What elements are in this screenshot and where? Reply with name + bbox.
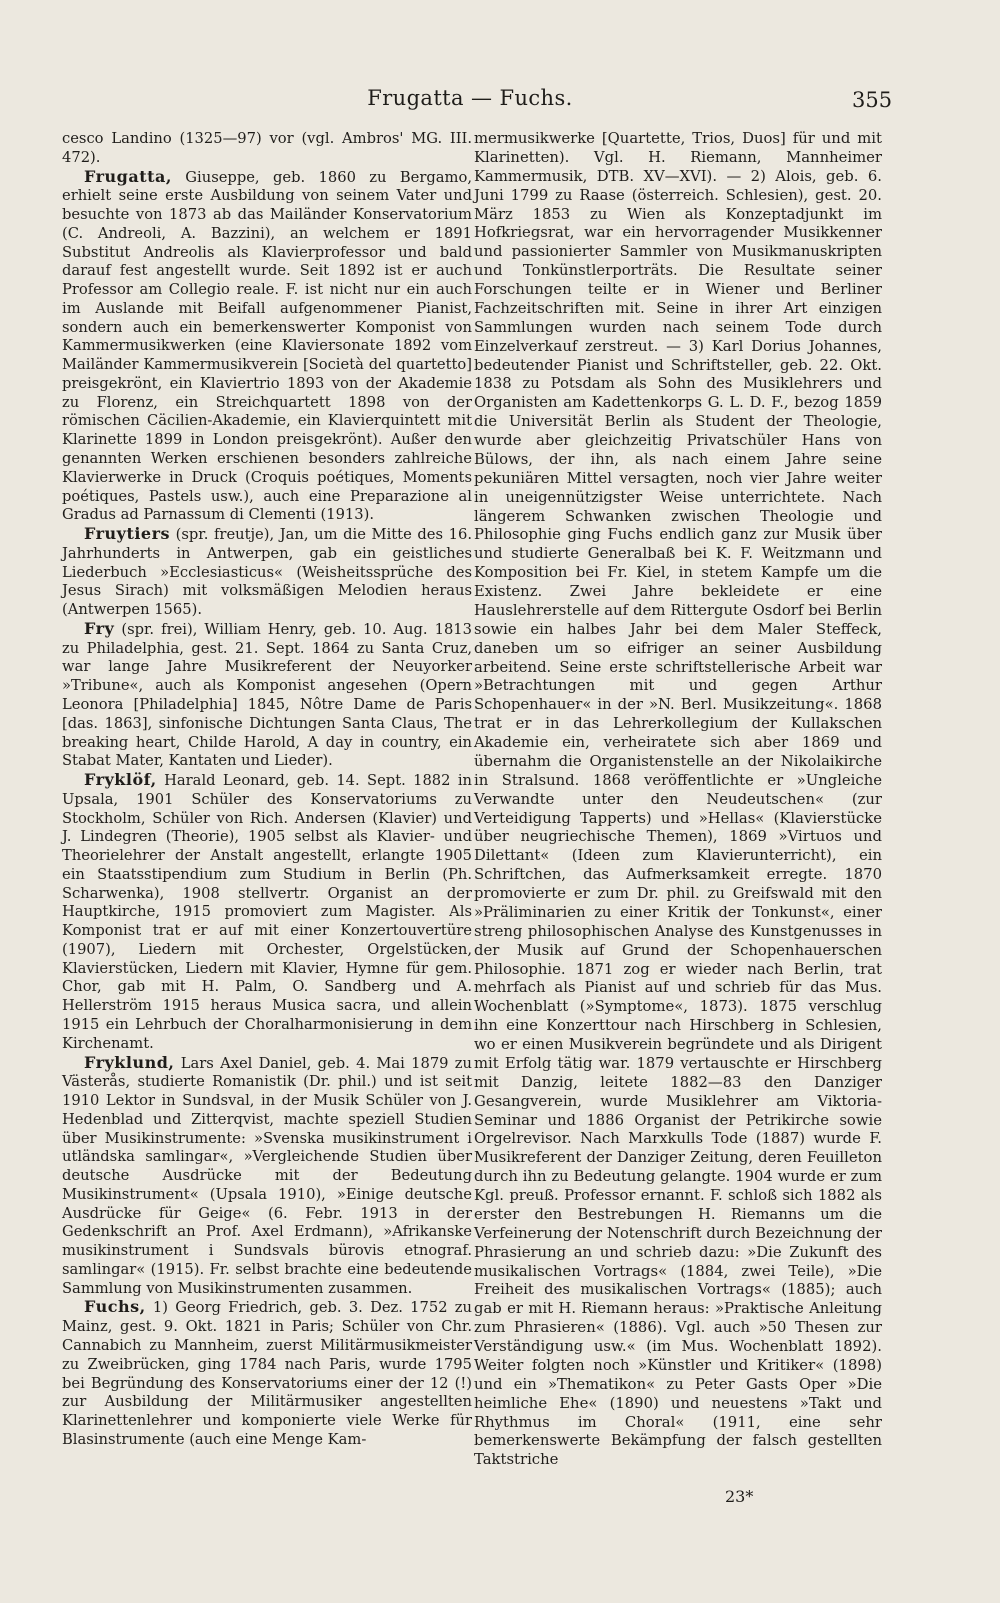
entry-text: (spr. freutje), Jan, um die Mitte des 16. Jahrhunderts in Antwerpen, gab ein geistliches Liederbuch »Ecclesiasticus« (Weisheitssprüche des Jesus Sirach) mit volksmäßigen Melodien heraus (Antwerpen 1565).	[62, 526, 472, 619]
entry-frykloef	[62, 771, 472, 1053]
headword: Fry	[84, 618, 115, 638]
entry-fruytiers	[62, 525, 472, 620]
entry-text: mermusikwerke [Quartette, Trios, Duos] für und mit Klarinetten). Vgl. H. Riemann, Mannheimer Kammermusik, DTB. XV—XVI). — 2) Alois, geb. 6. Juni 1799 zu Raase (österreich. Schlesien), gest. 20. März 1853 zu Wien als Konzeptadjunkt im Hofkriegsrat, war ein hervorragender Musikkenner und passionierter Sammler von Musikmanuskripten und Tonkünstlerporträts. Die Resultate seiner Forschungen teilte er in Wiener und Berliner Fachzeitschriften mit. Seine in ihrer Art einzigen Sammlungen wurden nach seinem Tode durch Einzelverkauf zerstreut. — 3) Karl Dorius Johannes, bedeutender Pianist und Schriftsteller, geb. 22. Okt. 1838 zu Potsdam als Sohn des Musiklehrers und Organisten am Kadettenkorps G. L. D. F., bezog 1859 die Universität Berlin als Student der Theologie, wurde aber gleichzeitig Privatschüler Hans von Bülows, der ihn, als nach einem Jahre seine pekuniären Mittel versagten, noch vier Jahre weiter in uneigennützigster Weise unterrichtete. Nach längerem Schwanken zwischen Theologie und Philosophie ging Fuchs endlich ganz zur Musik über und studierte Generalbaß bei K. F. Weitzmann und Komposition bei Fr. Kiel, in stetem Kampfe um die Existenz. Zwei Jahre bekleidete er eine Hauslehrerstelle auf dem Rittergute Osdorf bei Berlin sowie ein halbes Jahr bei dem Maler Steffeck, daneben um so eifriger an seiner Ausbildung arbeitend. Seine erste schriftstellerische Arbeit war »Betrachtungen mit und gegen Arthur Schopenhauer« in der »N. Berl. Musikzeitung«. 1868 trat er in das Lehrerkollegium der Kullakschen Akademie ein, verheiratete sich aber 1869 und übernahm die Organistenstelle an der Nikolaikirche in Stralsund. 1868 veröffentlichte er »Ungleiche Verwandte unter den Neudeutschen« (zur Verteidigung Tapperts) und »Hellas« (Klavierstücke über neugriechische Themen), 1869 »Virtuos und Dilettant« (Ideen zum Klavierunterricht), ein Schriftchen, das Aufmerksamkeit erregte. 1870 promovierte er zum Dr. phil. zu Greifswald mit den »Präliminarien zu einer Kritik der Tonkunst«, einer streng philosophischen Analyse des Kunstgenusses in der Musik auf Grund der Schopenhauerschen Philosophie. 1871 zog er wieder nach Berlin, trat mehrfach als Pianist auf und schrieb für das Mus. Wochenblatt (»Symptome«, 1873). 1875 verschlug ihn eine Konzerttour nach Hirschberg in Schlesien, wo er einen Musikverein begründete und als Dirigent mit Erfolg tätig war. 1879 vertauschte er Hirschberg mit Danzig, leitete 1882—83 den Danziger Gesangverein, wurde Musiklehrer am Viktoria-Seminar und 1886 Organist der Petrikirche sowie Orgelrevisor. Nach Marxkulls Tode (1887) wurde F. Musikreferent der Danziger Zeitung, deren Feuilleton durch ihn zu Bedeutung gelangte. 1904 wurde er zum Kgl. preuß. Professor ernannt. F. schloß sich 1882 als erster den Bestrebungen H. Riemanns um die Verfeinerung der Notenschrift durch Bezeichnung der Phrasierung an und schrieb dazu: »Die Zukunft des musikalischen Vortrags« (1884, zwei Teile), »Die Freiheit des musikalischen Vortrags« (1885); auch gab er mit H. Riemann heraus: »Praktische Anleitung zum Phrasieren« (1886). Vgl. auch »50 Thesen zur Verständigung usw.« (im Mus. Wochenblatt 1892). Weiter folgten noch »Künstler und Kritiker« (1898) und ein »Thematikon« zu Peter Gasts Oper »Die heimliche Ehe« (1890) und neuestens »Takt und Rhythmus im Choral« (1911, eine sehr bemerkenswerte Bekämpfung der falsch gestellten Taktstriche	[474, 130, 882, 1469]
entry-continuation	[62, 130, 472, 168]
right-column	[474, 130, 882, 1470]
entry-text: (spr. frei), William Henry, geb. 10. Aug. 1813 zu Philadelphia, gest. 21. Sept. 1864 zu Santa Cruz, war lange Jahre Musikreferent der Neuyorker »Tribune«, auch als Komponist angesehen (Opern Leonora [Philadelphia] 1845, Nôtre Dame de Paris [das. 1863], sinfonische Dichtungen Santa Claus, The breaking heart, Childe Harold, A day in country, ein Stabat Mater, Kantaten und Lieder).	[62, 620, 472, 770]
entry-fry	[62, 620, 472, 771]
headword: Fryklund,	[84, 1052, 175, 1072]
entry-text: 1) Georg Friedrich, geb. 3. Dez. 1752 zu Mainz, gest. 9. Okt. 1821 in Paris; Schüler von Chr. Cannabich zu Mannheim, zuerst Militärmusikmeister zu Zweibrücken, ging 1784 nach Paris, wurde 1795 bei Begründung des Konservatoriums einer der 12 (!) zur Ausbildung der Militärmusiker angestellten Klarinettenlehrer und komponierte viele Werke für Blasinstrumente (auch eine Menge Kam-	[62, 1299, 472, 1448]
signature-mark: 23*	[725, 1487, 754, 1506]
entry-text: cesco Landino (1325—97) vor (vgl. Ambros' MG. III. 472).	[62, 130, 472, 166]
headword: Fryklöf,	[84, 770, 157, 790]
entry-text: Harald Leonard, geb. 14. Sept. 1882 in Upsala, 1901 Schüler des Konservatoriums zu Stockholm, Schüler von Rich. Andersen (Klavier) und J. Lindegren (Theorie), 1905 selbst als Klavier- und Theorielehrer der Anstalt angestellt, erlangte 1905 ein Staatsstipendium zum Studium in Berlin (Ph. Scharwenka), 1908 stellvertr. Organist an der Hauptkirche, 1915 promoviert zum Magister. Als Komponist trat er auf mit einer Konzertouvertüre (1907), Liedern mit Orchester, Orgelstücken, Klavierstücken, Liedern mit Klavier, Hymne für gem. Chor, gab mit H. Palm, O. Sandberg und A. Hellerström 1915 heraus Musica sacra, und allein 1915 ein Lehrbuch der Choralharmonisierung in dem Kirchenamt.	[62, 772, 472, 1052]
left-column	[62, 130, 472, 1450]
headword: Fruytiers	[84, 524, 171, 544]
entry-frugatta	[62, 168, 472, 526]
page-header	[0, 80, 1000, 120]
entry-text: Giuseppe, geb. 1860 zu Bergamo, erhielt seine erste Ausbildung von seinem Vater und besuchte von 1873 ab das Mailänder Konservatorium (C. Andreoli, A. Bazzini), an welchem er 1891 Substitut Andreolis als Klavierprofessor und bald darauf fest angestellt wurde. Seit 1892 ist er auch Professor am Collegio reale. F. ist nicht nur ein auch im Auslande mit Beifall aufgenommener Pianist, sondern auch ein bemerkenswerter Komponist von Kammermusikwerken (eine Klaviersonate 1892 vom Mailänder Kammermusikverein [Società del quartetto] preisgekrönt, ein Klaviertrio 1893 von der Akademie zu Florenz, ein Streichquartett 1898 von der römischen Cäcilien-Akademie, ein Klavierquintett mit Klarinette 1899 in London preisgekrönt). Außer den genannten Werken erschienen besonders zahlreiche Klavierwerke in Druck (Croquis poétiques, Moments poétiques, Pastels usw.), auch eine Preparazione al Gradus ad Parnassum di Clementi (1913).	[62, 168, 472, 524]
headword: Frugatta,	[84, 166, 172, 186]
page-number: 355	[852, 88, 893, 112]
entry-text: Lars Axel Daniel, geb. 4. Mai 1879 zu Västerås, studierte Romanistik (Dr. phil.) und ist seit 1910 Lektor in Sundsval, in der Musik Schüler von J. Hedenblad und Zitterqvist, machte speziell Studien über Musikinstrumente: »Svenska musikinstrument i utländska samlingar«, »Vergleichende Studien über deutsche Ausdrücke mit der Bedeutung Musikinstrument« (Upsala 1910), »Einige deutsche Ausdrücke für Geige« (6. Febr. 1913 in der Gedenkschrift an Prof. Axel Erdmann), »Afrikanske musikinstrument i Sundsvals bürovis etnograf. samlingar« (1915). Fr. selbst brachte eine bedeutende Sammlung von Musikinstrumenten zusammen.	[62, 1054, 472, 1297]
entry-fuchs	[62, 1298, 472, 1449]
running-title: Frugatta — Fuchs.	[367, 86, 573, 110]
entry-fuchs-continuation	[474, 130, 882, 1470]
entry-fryklund	[62, 1054, 472, 1299]
headword: Fuchs,	[84, 1297, 146, 1317]
